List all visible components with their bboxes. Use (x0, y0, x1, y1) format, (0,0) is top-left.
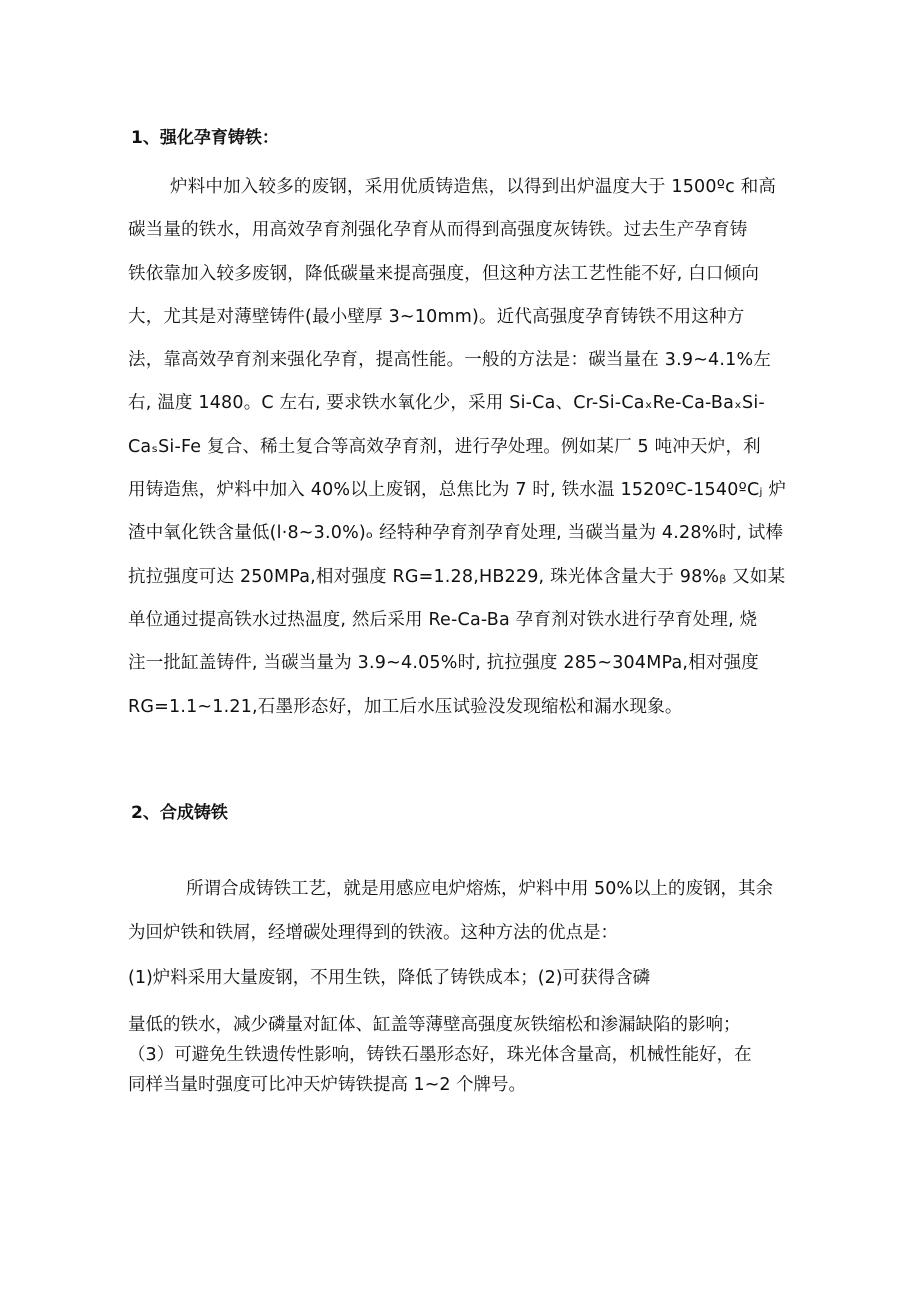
paragraph-line: 碳当量的铁水，用高效孕育剂强化孕育从而得到高强度灰铸铁。过去生产孕育铸 (128, 220, 748, 241)
paragraph-line: 铁依靠加入较多废钢，降低碳量来提高强度，但这种方法工艺性能不好, 白口倾向 (128, 263, 760, 284)
section-2-paragraph (128, 867, 798, 955)
paragraph-line: 大，尤其是对薄壁铸件(最小壁厚 3~10mm)。近代高强度孕育铸铁不用这种方 (128, 306, 745, 327)
paragraph-line: 单位通过提高铁水过热温度, 然后采用 Re-Ca-Ba 孕育剂对铁水进行孕育处理, 烧 (128, 609, 758, 630)
paragraph-line: 炉料中加入较多的废钢，采用优质铸造焦，以得到出炉温度大于 1500ºc 和高 (170, 177, 777, 197)
paragraph-line: 抗拉强度可达 250MPa,相对强度 RG=1.28,HB229, 珠光体含量大于 98%ᵦ 又如某 (128, 566, 786, 587)
list-line: 同样当量时强度可比冲天炉铸铁提高 1~2 个牌号。 (128, 1075, 527, 1095)
list-line: (1)炉料采用大量废钢，不用生铁，降低了铸铁成本；(2)可获得含磷 (128, 968, 651, 988)
paragraph-line: 为回炉铁和铁屑，经增碳处理得到的铁液。这种方法的优点是： (128, 923, 618, 943)
paragraph-line: 法，靠高效孕育剂来强化孕育，提高性能。一般的方法是：碳当量在 3.9~4.1%左 (128, 350, 772, 371)
paragraph-line: 所谓合成铸铁工艺，就是用感应电炉熔炼，炉料中用 50%以上的废钢，其余 (186, 879, 773, 899)
paragraph-line: RG=1.1~1.21,石墨形态好，加工后水压试验没发现缩松和漏水现象。 (128, 696, 683, 717)
list-line: （3）可避免生铁遗传性影响，铸铁石墨形态好，珠光体含量高，机械性能好，在 (128, 1045, 752, 1065)
list-line: 量低的铁水，减少磷量对缸体、缸盖等薄壁高强度灰铁缩松和渗漏缺陷的影响； (128, 1015, 741, 1035)
section-2-advantages (128, 962, 798, 1100)
section-1-heading: 1、强化孕育铸铁： (131, 128, 279, 148)
paragraph-line: CaₛSi-Fe 复合、稀土复合等高效孕育剂，进行孕处理。例如某厂 5 吨冲天炉，利 (128, 436, 761, 457)
section-2-heading: 2、合成铸铁 (131, 803, 228, 823)
paragraph-line: 注一批缸盖铸件, 当碳当量为 3.9~4.05%时, 抗拉强度 285~304MPa,相对强度 (128, 653, 759, 674)
paragraph-line: 渣中氧化铁含量低(l·8~3.0%)ₒ 经特种孕育剂孕育处理, 当碳当量为 4.28%时, 试棒 (128, 523, 784, 544)
section-1-paragraph (128, 166, 798, 729)
paragraph-line: 用铸造焦，炉料中加入 40%以上废钢，总焦比为 7 时, 铁水温 1520ºC-1540ºCⱼ 炉 (128, 480, 787, 501)
paragraph-line: 右, 温度 1480。C 左右, 要求铁水氧化少，采用 Si-Ca、Cr-Si-CaₓRe-Ca-BaₓSi- (128, 393, 765, 414)
